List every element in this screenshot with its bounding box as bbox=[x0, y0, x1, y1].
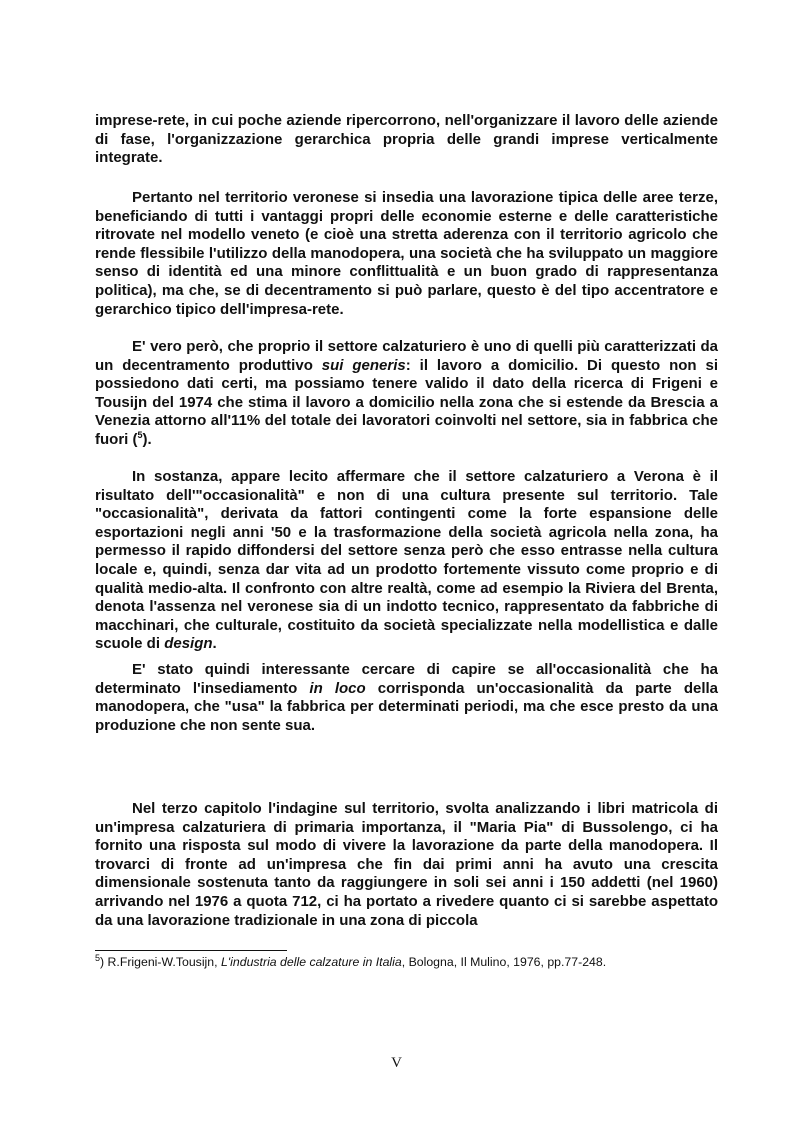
footnote-marker: 5 bbox=[95, 952, 101, 963]
footnote-book-title: L'industria delle calzature in Italia bbox=[220, 955, 402, 969]
paragraph-1: imprese-rete, in cui poche aziende ripercorrono, nell'organizzare il lavoro delle aziende di fase, l'organizzazione gerarchica propria delle grandi imprese verticalmente integrate. bbox=[95, 112, 718, 167]
footnote-separator bbox=[95, 950, 287, 951]
paragraph-3: E' vero però, che proprio il settore calzaturiero è uno di quelli più caratterizzati da un decentramento produttivo sui generis: il lavoro a domicilio. Di questo non si possiedono dati certi, ma possiamo tenere valido il dato della ricerca di Frigeni e Tousijn del 1974 che stima il lavoro a domicilio nella zona che si estende da Brescia a Venezia attorno all'11% del totale dei lavoratori coinvolti nel settore, sia in fabbrica che fuori ($^5$). bbox=[95, 338, 718, 448]
paragraph-2: Pertanto nel territorio veronese si insedia una lavorazione tipica delle aree terze, beneficiando di tutti i vantaggi propri delle economie esterne e delle caratteristiche ritrovate nel modello veneto (e cioè una stretta aderenza con il territorio agricolo che rende flessibile l'utilizzo della manodopera, una società che ha sviluppato un maggiore senso di identità ed una minore conflittualità e un buon grado di rappresentanza politica), ma che, se di decentramento si può parlare, questo è del tipo accentratore e gerarchico tipico dell'impresa-rete. bbox=[95, 189, 718, 318]
footnote-reference: 5 bbox=[137, 429, 143, 440]
footnote: $^5$) R.Frigeni-W.Tousijn, L'industria delle calzature in Italia, Bologna, Il Mulino, 1976, pp.77-248. bbox=[95, 952, 607, 969]
paragraph-4: In sostanza, appare lecito affermare che il settore calzaturiero a Verona è il risultato dell'"occasionalità" e non di una cultura presente sul territorio. Tale "occasionalità", derivata da fattori contingenti come la forte espansione delle esportazioni negli anni '50 e la trasformazione della società agricola nella zona, ha permesso il rapido diffondersi del settore senza però che esso entrasse nella cultura locale e, quindi, senza dar vita ad un prodotto fortemente vissuto come proprio e di qualità medio-alta. Il confronto con altre realtà, come ad esempio la Riviera del Brenta, denota l'assenza nel veronese sia di un indotto tecnico, rappresentato da fabbriche di macchinari, che culturale, costituito da società specializzate nella modellistica e dalle scuole di design. bbox=[95, 468, 718, 653]
italic-term: design bbox=[164, 635, 213, 653]
italic-term: in loco bbox=[309, 679, 366, 697]
paragraph-5: E' stato quindi interessante cercare di capire se all'occasionalità che ha determinato l'insediamento in loco corrisponda un'occasionalità da parte della manodopera, che "usa" la fabbrica per determinati periodi, ma che esce presto da una produzione che non sente sua. bbox=[95, 661, 719, 734]
paragraph-6: Nel terzo capitolo l'indagine sul territorio, svolta analizzando i libri matricola di un'impresa calzaturiera di primaria importanza, il "Maria Pia" di Bussolengo, ci ha fornito una risposta sul modo di vivere la lavorazione da parte della manodopera. Il trovarci di fronte ad un'impresa che fin dai primi anni ha avuto una crescita dimensionale sostenuta tanto da raggiungere in soli sei anni i 150 addetti (nel 1960) arrivando nel 1976 a quota 712, ci ha portato a rivedere quanto ci si sarebbe aspettato da una lavorazione tradizionale in una zona di piccola bbox=[95, 800, 718, 929]
page-number: V bbox=[391, 1055, 402, 1071]
italic-term: sui generis bbox=[321, 356, 406, 374]
